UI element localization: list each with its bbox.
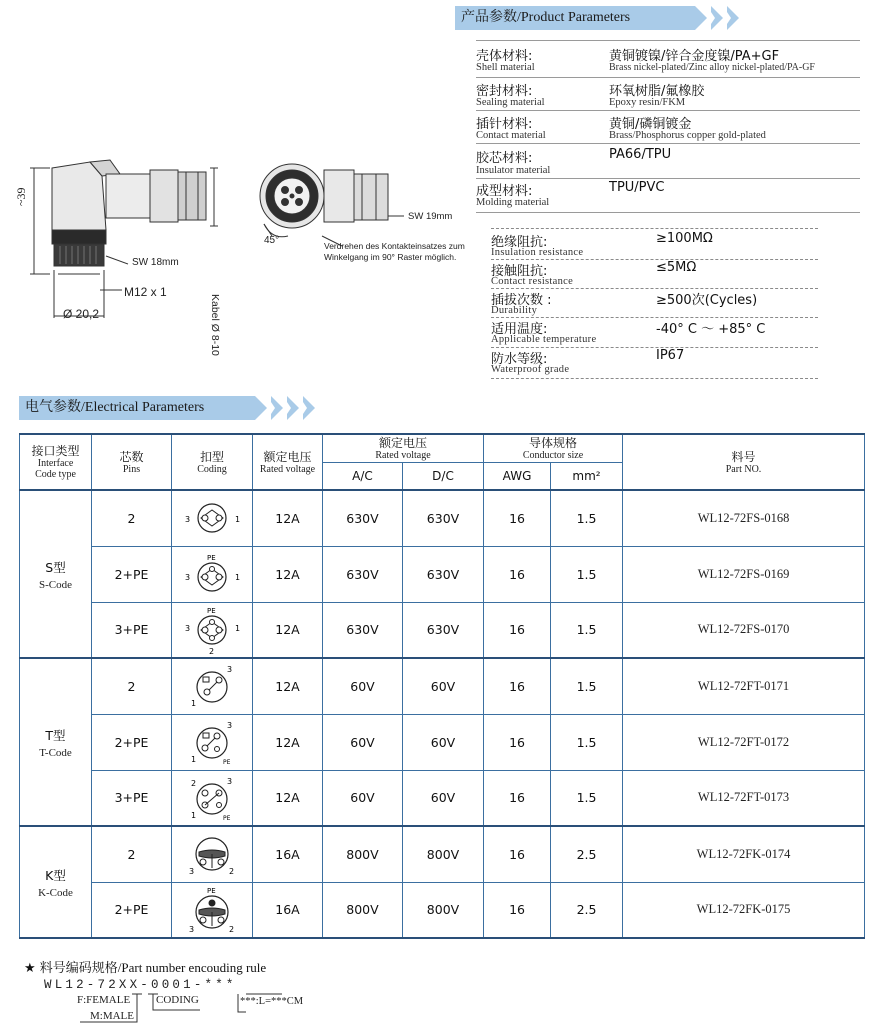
table-row — [20, 882, 865, 938]
param-value-en: Epoxy resin/FKM — [609, 97, 686, 108]
pin-label: PE — [223, 814, 231, 822]
male-label: M:MALE — [90, 1010, 134, 1022]
spec-row — [491, 260, 818, 289]
group-t-code — [20, 658, 92, 826]
mm2-cell: 2.5 — [551, 826, 623, 882]
header-awg: AWG — [484, 462, 551, 490]
header-current-en: Rated voltage — [259, 463, 316, 475]
pin-label: 1 — [191, 810, 197, 820]
table-row — [20, 546, 865, 602]
coding-cell — [172, 546, 253, 602]
pins-cell: 2 — [92, 490, 172, 546]
pin-label: 1 — [235, 515, 241, 525]
param-row — [476, 111, 860, 144]
rotation-note-1: Verdrehen des Kontakteinsatzes zum — [324, 241, 465, 251]
dc-voltage-cell: 60V — [403, 658, 484, 714]
ac-voltage-cell: 800V — [323, 826, 403, 882]
pin-label: 2 — [229, 867, 235, 877]
angle-label: 45° — [264, 235, 280, 246]
param-label-en: Insulator material — [476, 165, 551, 176]
table-row — [20, 714, 865, 770]
table-row — [20, 770, 865, 826]
length-label: ***:L=***CM — [240, 996, 304, 1007]
pin-label: 3 — [185, 573, 191, 582]
group-s-code — [20, 490, 92, 658]
awg-cell: 16 — [484, 770, 551, 826]
pin-label: PE — [207, 554, 216, 562]
pin-label: 1 — [235, 623, 241, 633]
current-cell: 12A — [253, 602, 323, 658]
header-current-cn: 额定电压 — [263, 449, 312, 464]
header-conductor-cn: 导体规格 — [529, 435, 578, 450]
param-value: 黄铜镀镍/锌合金度镍/PA+GF — [609, 49, 780, 64]
mm2-cell: 1.5 — [551, 658, 623, 714]
awg-cell: 16 — [484, 826, 551, 882]
table-row — [20, 658, 865, 714]
pins-cell: 3+PE — [92, 770, 172, 826]
pins-cell: 3+PE — [92, 602, 172, 658]
pin-label: 3 — [227, 721, 233, 730]
electrical-table — [19, 433, 865, 939]
pins-cell: 2 — [92, 826, 172, 882]
param-value-en: Brass/Phosphorus copper gold-plated — [609, 130, 766, 141]
header-voltage-cn: 额定电压 — [379, 435, 428, 450]
current-cell: 16A — [253, 882, 323, 938]
group-name: K型 — [45, 867, 66, 883]
param-row — [476, 179, 860, 213]
group-name-en: S-Code — [39, 578, 72, 591]
mm2-cell: 1.5 — [551, 770, 623, 826]
s-2pin-coding-icon — [179, 498, 245, 538]
header-part-en: Part NO. — [725, 463, 762, 475]
k-2pin-pe-coding-icon — [179, 885, 245, 935]
ac-voltage-cell: 800V — [323, 882, 403, 938]
ac-voltage-cell: 60V — [323, 658, 403, 714]
mm2-cell: 1.5 — [551, 546, 623, 602]
pin-label: 1 — [191, 755, 197, 764]
specs-top-rule — [491, 228, 818, 229]
t-2pin-pe-coding-icon — [179, 718, 245, 766]
product-params-title: 产品参数/Product Parameters — [455, 6, 695, 30]
param-row — [476, 45, 860, 78]
param-label-en: Shell material — [476, 62, 535, 73]
coding-label: CODING — [156, 994, 199, 1006]
awg-cell: 16 — [484, 882, 551, 938]
spec-value: -40° C ～ +85° C — [656, 322, 766, 337]
sw19-label: SW 19mm — [408, 211, 453, 222]
header-part-cn: 料号 — [731, 449, 756, 464]
pin-label: 3 — [227, 776, 233, 786]
pin-label: 3 — [227, 665, 233, 675]
param-row — [476, 78, 860, 111]
param-label-en: Molding material — [476, 197, 550, 208]
dc-voltage-cell: 60V — [403, 714, 484, 770]
pin-label: 1 — [235, 573, 241, 582]
spec-label: 防水等级: — [491, 352, 548, 367]
dc-voltage-cell: 800V — [403, 882, 484, 938]
current-cell: 12A — [253, 770, 323, 826]
awg-cell: 16 — [484, 490, 551, 546]
pin-label: 3 — [189, 867, 195, 877]
product-params-banner — [455, 6, 739, 30]
param-value: TPU/PVC — [609, 180, 665, 195]
spec-label: 绝缘阻抗: — [491, 235, 548, 250]
param-label: 插针材料: — [476, 117, 533, 132]
header-interface-en2: Code type — [35, 469, 76, 480]
ac-voltage-cell: 60V — [323, 770, 403, 826]
dc-voltage-cell: 800V — [403, 826, 484, 882]
spec-label: 接触阻抗: — [491, 264, 548, 279]
awg-cell: 16 — [484, 546, 551, 602]
spec-value: IP67 — [656, 348, 685, 363]
female-label: F:FEMALE — [77, 994, 131, 1006]
mm2-cell: 1.5 — [551, 602, 623, 658]
part-number-cell: WL12-72FS-0170 — [623, 602, 865, 658]
part-number-cell: WL12-72FS-0169 — [623, 546, 865, 602]
spec-value: ≤5MΩ — [656, 260, 697, 275]
s-2pin-pe-coding-icon — [179, 552, 245, 596]
spec-label-en: Contact resistance — [491, 276, 574, 287]
current-cell: 16A — [253, 826, 323, 882]
mm2-cell: 1.5 — [551, 490, 623, 546]
pins-cell: 2 — [92, 658, 172, 714]
header-interface-en1: Interface — [37, 458, 74, 469]
spec-row — [491, 231, 818, 260]
pin-label: 1 — [191, 699, 197, 709]
electrical-params-banner — [19, 396, 315, 420]
pin-label: PE — [207, 606, 216, 615]
pins-cell: 2+PE — [92, 714, 172, 770]
mm2-cell: 1.5 — [551, 714, 623, 770]
spec-row — [491, 289, 818, 318]
param-value: 环氧树脂/氟橡胶 — [609, 84, 705, 99]
pins-cell: 2+PE — [92, 546, 172, 602]
pin-label: 3 — [185, 515, 191, 525]
sw18-label: SW 18mm — [132, 257, 179, 268]
part-number-cell: WL12-72FT-0171 — [623, 658, 865, 714]
diameter-label: Ø 20,2 — [63, 307, 100, 321]
current-cell: 12A — [253, 658, 323, 714]
pin-label: 3 — [185, 623, 191, 633]
group-name-en: T-Code — [39, 746, 72, 759]
param-value: PA66/TPU — [609, 147, 672, 162]
header-ac: A/C — [323, 462, 403, 490]
part-number-cell: WL12-72FK-0175 — [623, 882, 865, 938]
pin-label: 2 — [191, 778, 197, 788]
header-coding-en: Coding — [197, 463, 227, 475]
header-part — [623, 434, 865, 490]
awg-cell: 16 — [484, 602, 551, 658]
param-label: 胶芯材料: — [476, 151, 533, 166]
part-number-cell: WL12-72FT-0172 — [623, 714, 865, 770]
coding-cell — [172, 770, 253, 826]
header-conductor-en: Conductor size — [522, 449, 584, 461]
table-row — [20, 826, 865, 882]
chevron-icon — [727, 6, 739, 30]
dc-voltage-cell: 630V — [403, 490, 484, 546]
coding-cell — [172, 658, 253, 714]
part-number-cell: WL12-72FK-0174 — [623, 826, 865, 882]
dc-voltage-cell: 630V — [403, 546, 484, 602]
dc-voltage-cell: 60V — [403, 770, 484, 826]
current-cell: 12A — [253, 546, 323, 602]
pin-label: PE — [223, 759, 231, 766]
header-dc: D/C — [403, 462, 484, 490]
spec-label-en: Insulation resistance — [491, 247, 584, 258]
coding-cell — [172, 714, 253, 770]
header-coding — [172, 434, 253, 490]
param-value: 黄铜/磷铜镀金 — [609, 117, 692, 132]
t-3pin-pe-coding-icon — [179, 774, 245, 822]
spec-label-en: Applicable temperature — [491, 334, 597, 345]
t-2pin-coding-icon — [179, 662, 245, 710]
rotation-note-2: Winkelgang im 90° Raster möglich. — [324, 252, 457, 262]
ac-voltage-cell: 630V — [323, 490, 403, 546]
awg-cell: 16 — [484, 658, 551, 714]
coding-cell — [172, 826, 253, 882]
spec-row — [491, 318, 818, 348]
table-row — [20, 602, 865, 658]
k-2pin-coding-icon — [179, 830, 245, 878]
chevron-icon — [271, 396, 283, 420]
dc-voltage-cell: 630V — [403, 602, 484, 658]
product-params-top-rule — [476, 40, 860, 41]
part-rule-title-text: 料号编码规格/Part number encouding rule — [39, 960, 267, 975]
current-cell: 12A — [253, 714, 323, 770]
param-row — [476, 144, 860, 179]
spec-value: ≥500次(Cycles) — [656, 293, 758, 308]
ac-voltage-cell: 60V — [323, 714, 403, 770]
spec-label: 适用温度: — [491, 322, 548, 337]
chevron-icon — [711, 6, 723, 30]
kabel-label: Kabel Ø 8-10 — [209, 294, 221, 356]
header-pins-en: Pins — [122, 463, 141, 475]
ac-voltage-cell: 630V — [323, 546, 403, 602]
electrical-params-title: 电气参数/Electrical Parameters — [19, 396, 255, 420]
m12-label: M12 x 1 — [124, 285, 167, 299]
front-view — [260, 164, 404, 246]
spec-label-en: Durability — [491, 305, 538, 316]
part-rule-title — [24, 957, 266, 976]
pin-label: PE — [207, 886, 216, 895]
part-number-cell: WL12-72FT-0173 — [623, 770, 865, 826]
header-current — [253, 434, 323, 490]
header-coding-cn: 扣型 — [199, 449, 224, 464]
spec-row — [491, 348, 818, 379]
pins-cell: 2+PE — [92, 882, 172, 938]
coding-cell — [172, 602, 253, 658]
spec-label-en: Waterproof grade — [491, 364, 570, 375]
part-code-pattern: WL12-72XX-0001-*** — [44, 978, 237, 992]
header-pins — [92, 434, 172, 490]
group-k-code — [20, 826, 92, 938]
current-cell: 12A — [253, 490, 323, 546]
coding-cell — [172, 882, 253, 938]
header-mm2: mm² — [551, 462, 623, 490]
pin-label: 2 — [209, 646, 215, 655]
header-conductor — [484, 434, 623, 462]
param-label-en: Contact material — [476, 130, 546, 141]
s-3pin-pe-coding-icon — [179, 605, 245, 655]
star-icon: ★ — [24, 961, 36, 976]
group-name-en: K-Code — [38, 886, 73, 899]
height-dimension: ~39 — [14, 187, 28, 206]
spec-label: 插拔次数 : — [491, 293, 552, 308]
header-voltage — [323, 434, 484, 462]
ac-voltage-cell: 630V — [323, 602, 403, 658]
param-label: 壳体材料: — [476, 49, 533, 64]
coding-cell — [172, 490, 253, 546]
header-interface-cn: 接口类型 — [31, 444, 80, 458]
pin-label: 2 — [229, 924, 235, 934]
group-name: S型 — [45, 559, 66, 575]
pin-label: 3 — [189, 924, 195, 934]
param-label: 成型材料: — [476, 184, 533, 199]
awg-cell: 16 — [484, 714, 551, 770]
header-pins-cn: 芯数 — [119, 449, 144, 464]
chevron-icon — [303, 396, 315, 420]
param-label-en: Sealing material — [476, 97, 545, 108]
spec-value: ≥100MΩ — [656, 231, 713, 246]
group-name: T型 — [45, 727, 66, 743]
chevron-icon — [287, 396, 299, 420]
param-label: 密封材料: — [476, 84, 533, 99]
mm2-cell: 2.5 — [551, 882, 623, 938]
header-interface — [20, 434, 92, 490]
table-row — [20, 490, 865, 546]
param-value-en: Brass nickel-plated/Zinc alloy nickel-plated/PA-GF — [609, 62, 815, 73]
header-voltage-en: Rated voltage — [375, 449, 431, 461]
part-number-cell: WL12-72FS-0168 — [623, 490, 865, 546]
